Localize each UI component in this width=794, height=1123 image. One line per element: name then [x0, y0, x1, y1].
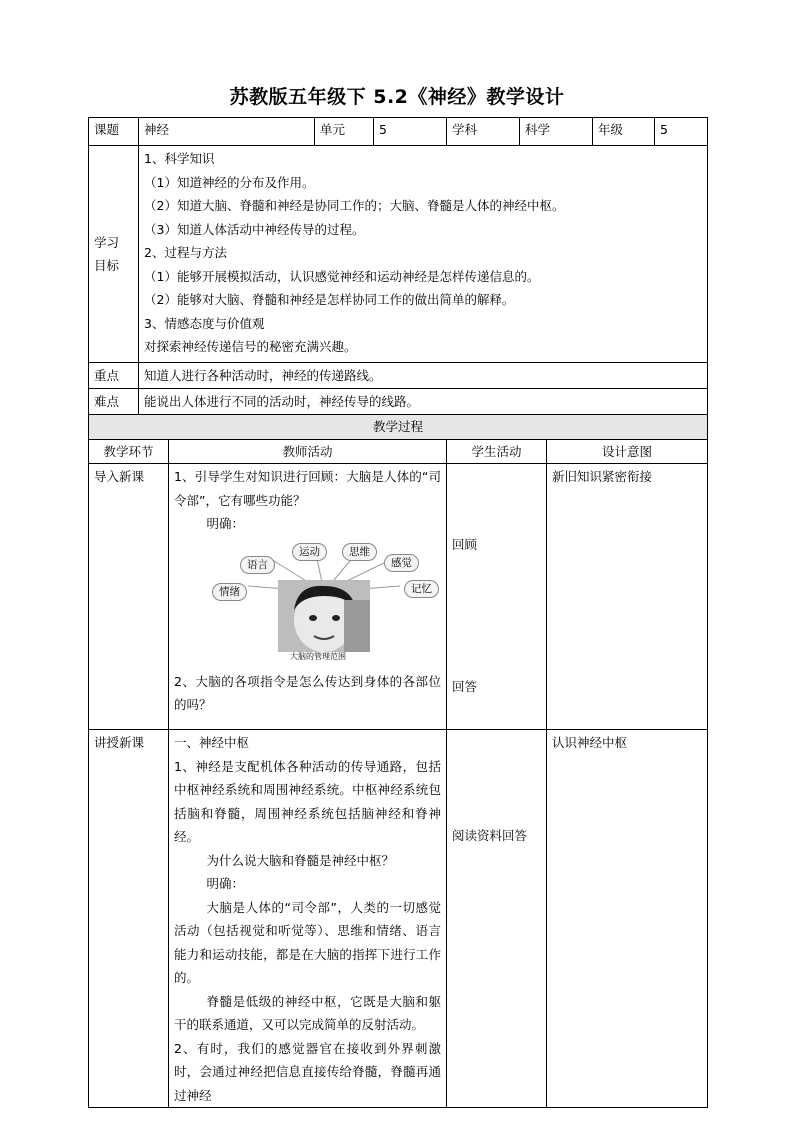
- figure-label-movement: 运动: [292, 543, 327, 561]
- lecture-paragraph: 一、神经中枢: [174, 735, 250, 750]
- lesson-plan-table: [88, 117, 708, 1108]
- header-row: [89, 118, 708, 146]
- column-header-intent: 设计意图: [547, 439, 708, 464]
- goal-line: （3）知道人体活动中神经传导的过程。: [144, 221, 365, 237]
- unit-label: 单元: [315, 118, 374, 146]
- intro-student-review: 回顾: [452, 537, 478, 552]
- difficulty-text: 能说出人体进行不同的活动时，神经传导的线路。: [139, 389, 708, 415]
- goal-line: （2）能够对大脑、脊髓和神经是怎样协同工作的做出简单的解释。: [144, 292, 515, 307]
- difficulty-label: 难点: [89, 389, 139, 415]
- lecture-paragraph: 为什么说大脑和脊髓是神经中枢？: [206, 852, 395, 868]
- goals-content: [139, 146, 708, 363]
- child-face-photo: [278, 580, 370, 652]
- intro-student-answer: 回答: [452, 678, 478, 694]
- goals-label-line: 学习: [94, 234, 120, 250]
- goal-line: 2、过程与方法: [144, 245, 227, 260]
- difficulty-row: [89, 389, 708, 415]
- column-header-student: 学生活动: [447, 439, 547, 464]
- goal-line: （1）知道神经的分布及作用。: [144, 174, 315, 190]
- goal-line: 1、科学知识: [144, 151, 215, 166]
- unit-value: 5: [374, 118, 447, 146]
- figure-label-sensation: 感觉: [384, 554, 419, 572]
- goal-line: 对探索神经传递信号的秘密充满兴趣。: [144, 339, 357, 354]
- goal-line: 3、情感态度与价值观: [144, 315, 265, 331]
- goal-line: （1）能够开展模拟活动，认识感觉神经和运动神经是怎样传递信息的。: [144, 268, 540, 284]
- goals-row: [89, 146, 708, 363]
- figure-caption: 大脑的管理范围: [290, 651, 346, 661]
- lecture-paragraph: 1、神经是支配机体各种活动的传导通路，包括中枢神经系统和周围神经系统。中枢神经系统包括脑和脊髓，周围神经系统包括脑神经和脊神经。: [174, 758, 442, 844]
- lecture-row: [89, 730, 708, 1108]
- topic-value: 神经: [139, 118, 315, 146]
- subject-label: 学科: [447, 118, 520, 146]
- lecture-design-intent: 认识神经中枢: [547, 730, 708, 1108]
- document-title: 苏教版五年级下 5.2《神经》教学设计: [229, 86, 565, 108]
- intro-stage: 导入新课: [89, 464, 169, 730]
- subject-value: 科学: [520, 118, 593, 146]
- child-face-icon: [278, 580, 370, 652]
- goal-line: （2）知道大脑、脊髓和神经是协同工作的；大脑、脊髓是人体的神经中枢。: [144, 198, 565, 213]
- figure-label-emotion: 情绪: [212, 583, 247, 601]
- lecture-student-text: 阅读资料回答: [452, 828, 528, 843]
- goals-label: [89, 146, 139, 363]
- process-header-row: [89, 415, 708, 440]
- figure-label-language: 语言: [240, 556, 275, 574]
- grade-value: 5: [655, 118, 708, 146]
- key-point-text: 知道人进行各种活动时，神经的传递路线。: [139, 363, 708, 389]
- figure-label-memory: 记忆: [404, 580, 439, 598]
- lecture-stage: 讲授新课: [89, 730, 169, 1108]
- key-point-label: 重点: [89, 363, 139, 389]
- lecture-paragraph: 脊髓是低级的神经中枢，它既是大脑和躯干的联系通道，又可以完成简单的反射活动。: [174, 993, 442, 1032]
- goals-label-line: 目标: [94, 258, 120, 273]
- lecture-paragraph: 明确：: [206, 876, 245, 891]
- column-header-stage: 教学环节: [89, 439, 169, 464]
- column-header-teacher: 教师活动: [169, 439, 447, 464]
- figure-label-thinking: 思维: [342, 543, 377, 561]
- intro-design-intent: 新旧知识紧密衔接: [547, 464, 708, 730]
- intro-student-activity: [447, 464, 547, 730]
- intro-teacher-activity: [169, 464, 447, 730]
- intro-paragraph: 明确：: [206, 516, 245, 531]
- intro-paragraph: 1、引导学生对知识进行回顾：大脑是人体的“司令部”，它有哪些功能？: [174, 469, 442, 508]
- topic-label: 课题: [89, 118, 139, 146]
- intro-paragraph: 2、大脑的各项指令是怎么传达到身体的各部位的吗？: [174, 673, 442, 712]
- brain-functions-figure: [204, 540, 450, 664]
- intro-row: [89, 464, 708, 730]
- lecture-teacher-activity: [169, 730, 447, 1108]
- column-header-row: [89, 439, 708, 464]
- key-point-row: [89, 363, 708, 389]
- lecture-paragraph: 2、有时，我们的感觉器官在接收到外界刺激时，会通过神经把信息直接传给脊髓，脊髓再通过神经: [174, 1040, 442, 1103]
- lecture-student-activity: [447, 730, 547, 1108]
- lecture-paragraph: 大脑是人体的“司令部”，人类的一切感觉活动（包括视觉和听觉等）、思维和情绪、语言能力和运动技能，都是在大脑的指挥下进行工作的。: [174, 899, 442, 985]
- grade-label: 年级: [593, 118, 655, 146]
- process-header: 教学过程: [89, 415, 708, 440]
